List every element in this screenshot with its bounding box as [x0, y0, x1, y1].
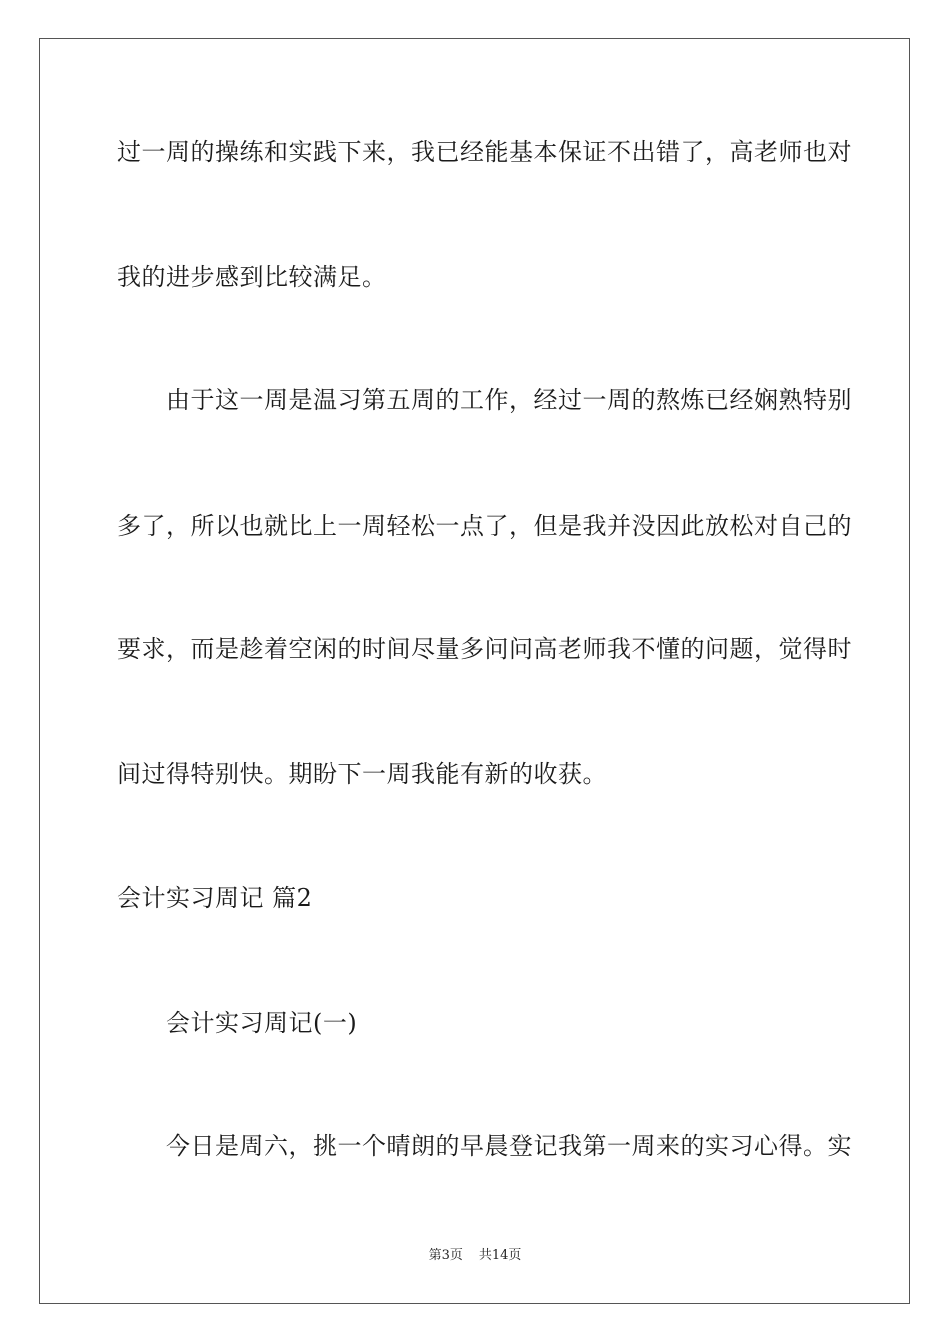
- section-heading: 会计实习周记 篇2: [117, 884, 313, 912]
- body-text-line: 由于这一周是温习第五周的工作，经过一周的熬炼已经娴熟特别: [166, 386, 852, 414]
- body-text-line: 多了，所以也就比上一周轻松一点了，但是我并没因此放松对自己的: [117, 512, 852, 540]
- subsection-heading: 会计实习周记(一): [166, 1009, 358, 1037]
- page-total: 共14页: [478, 1248, 522, 1263]
- page-border: [39, 38, 910, 1304]
- body-text-line: 我的进步感到比较满足。: [117, 263, 387, 291]
- body-text-line: 过一周的操练和实践下来，我已经能基本保证不出错了，高老师也对: [117, 138, 852, 166]
- body-text-line: 要求，而是趁着空闲的时间尽量多问问高老师我不懂的问题，觉得时: [117, 635, 852, 663]
- page-number: 第3页: [428, 1248, 463, 1263]
- body-text-line: 间过得特别快。期盼下一周我能有新的收获。: [117, 760, 607, 788]
- body-text-line: 今日是周六，挑一个晴朗的早晨登记我第一周来的实习心得。实: [166, 1132, 852, 1160]
- page-footer: [0, 1247, 950, 1265]
